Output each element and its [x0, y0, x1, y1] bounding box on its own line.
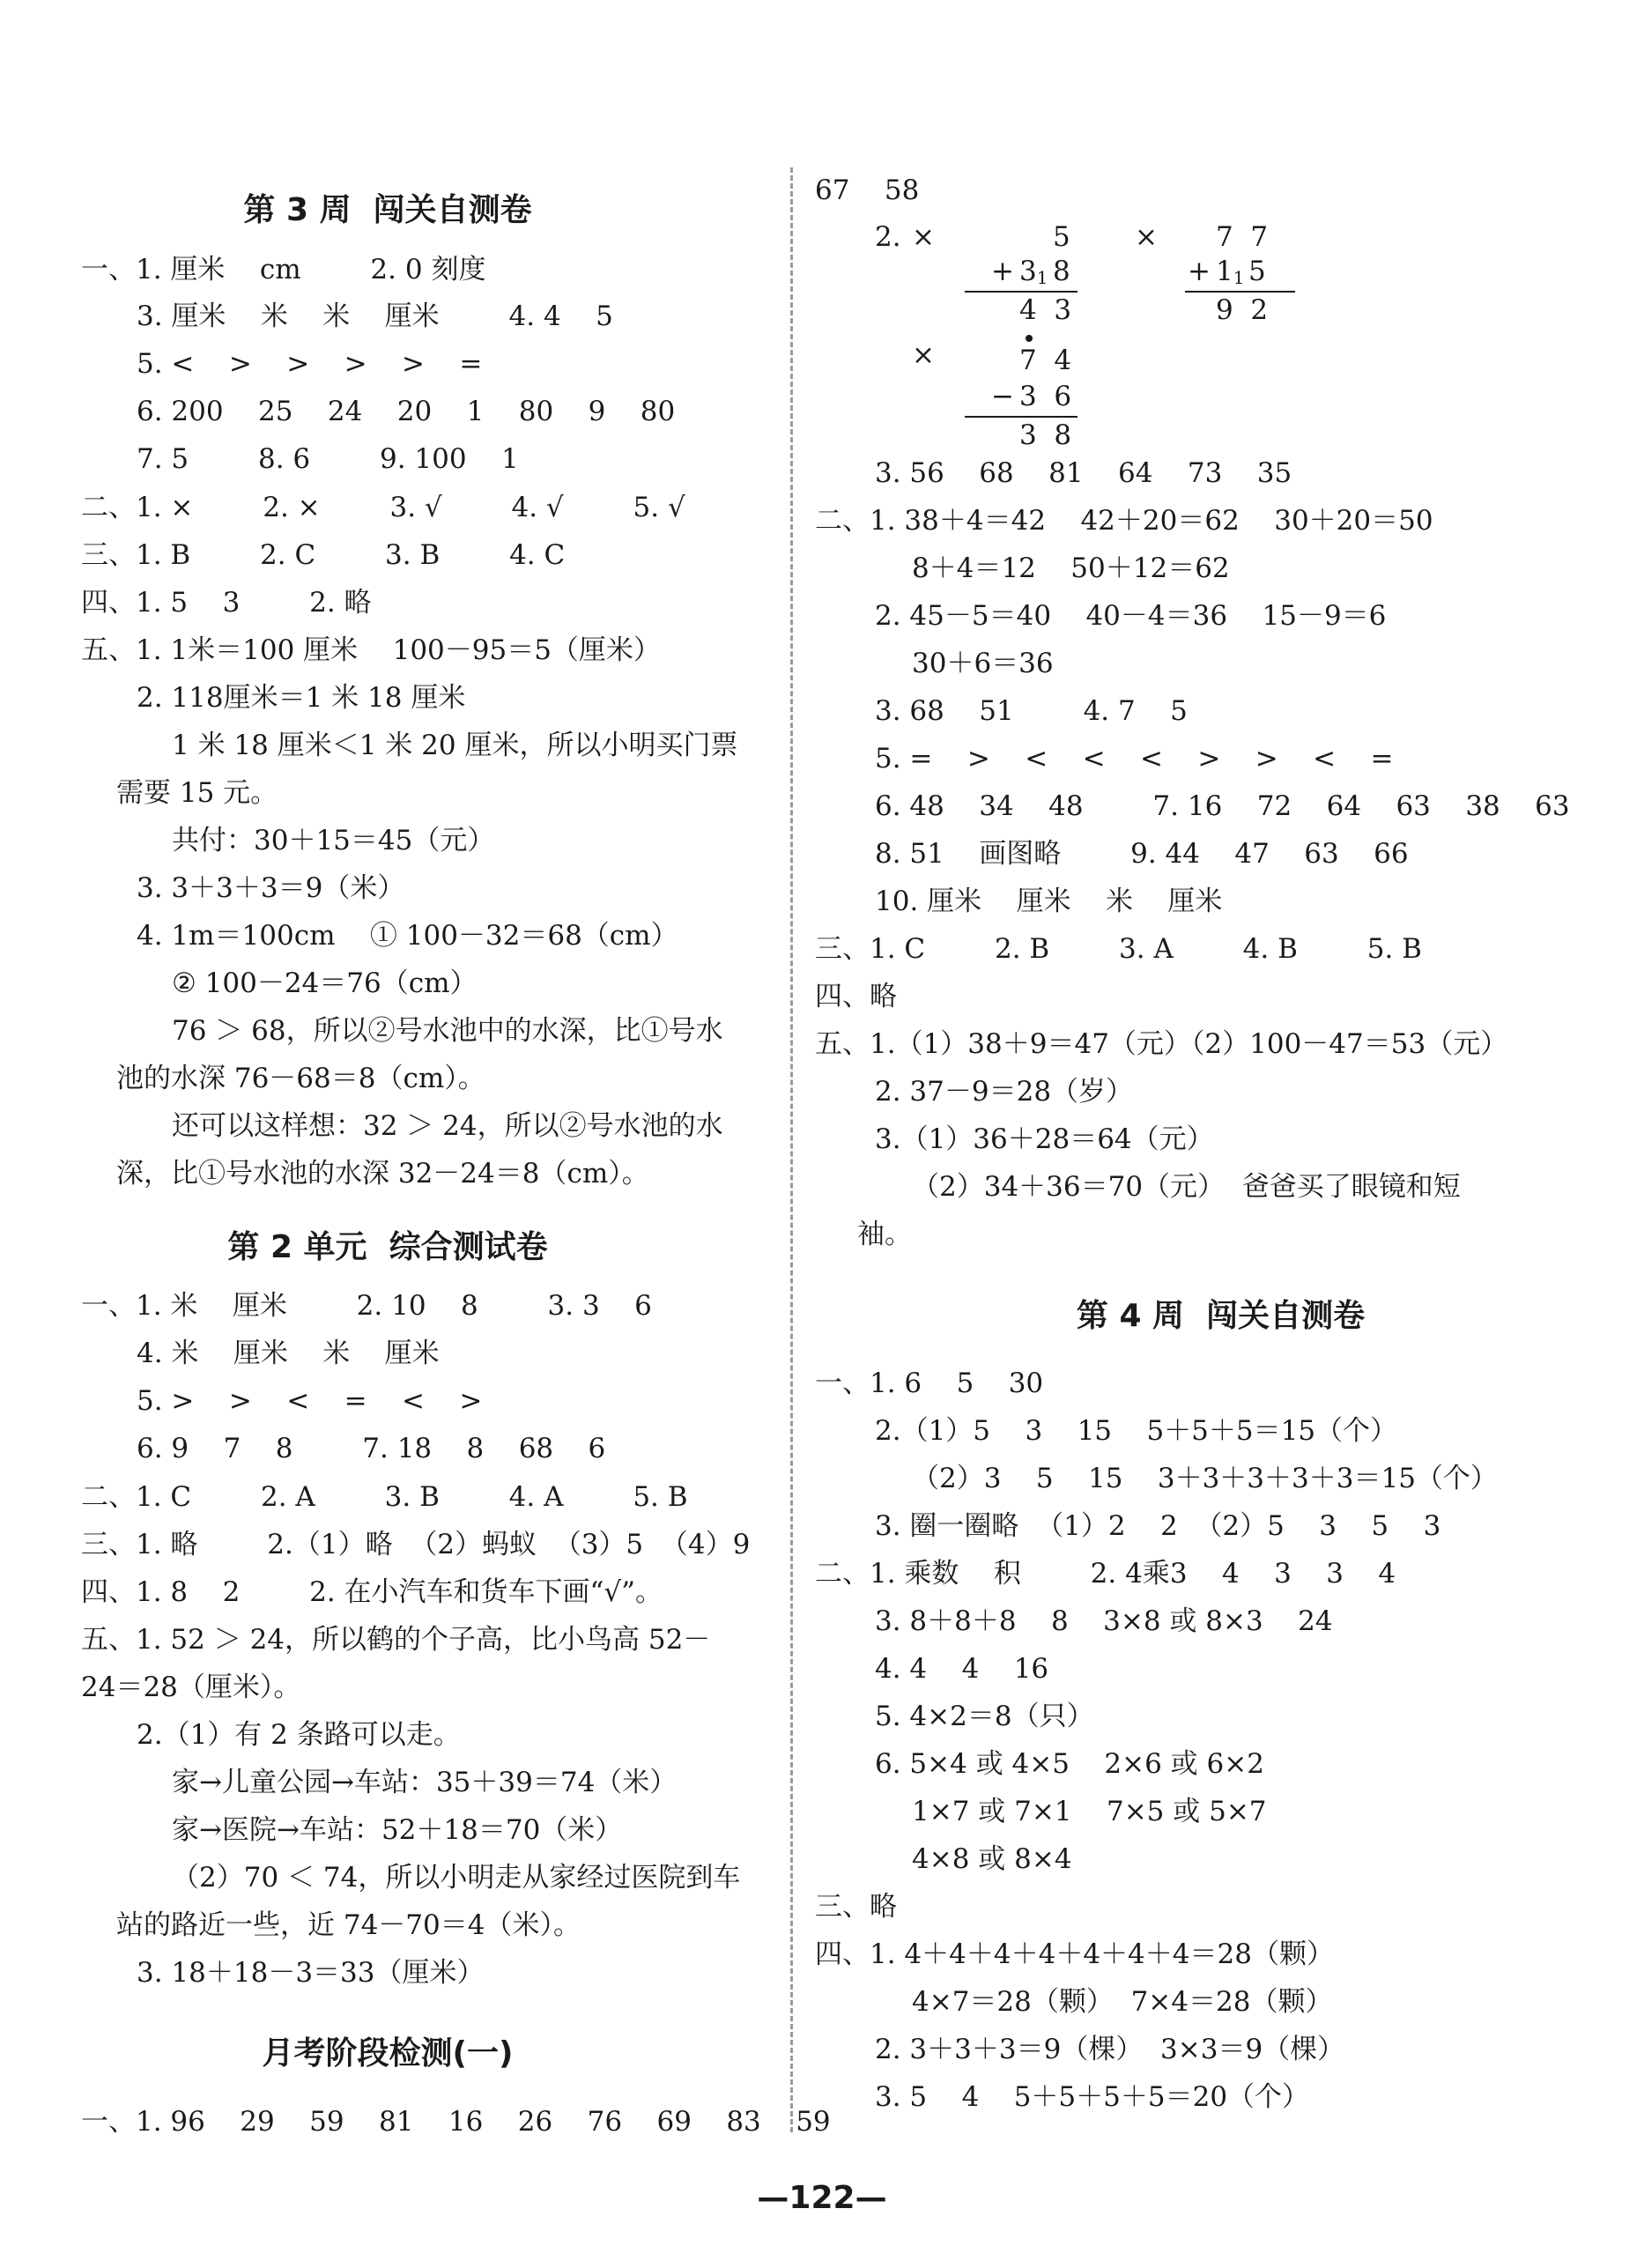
vertical-operator: +: [1188, 256, 1211, 287]
answer-line: 3. 18＋18－3＝33（厘米）: [137, 1957, 485, 1989]
vertical-digit: 5: [1248, 256, 1266, 287]
answer-line: 5. = > < < < > > < =: [875, 743, 1394, 775]
answer-line: 3. 56 68 81 64 73 35: [875, 457, 1292, 489]
answer-line: 四、1. 4＋4＋4＋4＋4＋4＋4＝28（颗）: [815, 1938, 1334, 1970]
wrong-mark: ×: [1135, 221, 1158, 253]
vertical-digit: 8: [1053, 256, 1070, 287]
answer-line: 6. 5×4 或 4×5 2×6 或 6×2: [875, 1748, 1264, 1780]
answer-line: 4×7＝28（颗） 7×4＝28（颗）: [912, 1986, 1333, 2018]
answer-line: 共付：30＋15＝45（元）: [172, 825, 495, 856]
page-number: —122—: [757, 2180, 887, 2216]
answer-line: 3. 圈一圈略 （1）2 2 （2）5 3 5 3: [875, 1510, 1441, 1542]
answer-line: 4. 4 4 16: [875, 1653, 1049, 1685]
answer-line: 5. < > > > > =: [137, 348, 483, 380]
answer-line: 深，比①号水池的水深 32－24＝8（cm）。: [116, 1158, 649, 1190]
answer-line: ② 100－24＝76（cm）: [172, 967, 478, 999]
answer-line: 还可以这样想：32 ＞ 24，所以②号水池的水: [172, 1110, 723, 1142]
answer-line: 2. 37－9＝28（岁）: [875, 1076, 1134, 1108]
answer-line: 3. 厘米 米 米 厘米 4. 4 5: [137, 300, 613, 332]
wrong-mark: ×: [912, 339, 935, 371]
answer-line: 袖。: [857, 1219, 912, 1250]
answer-line: 四、1. 8 2 2. 在小汽车和货车下画“√”。: [81, 1576, 663, 1608]
answer-line: 4. 1m＝100cm ① 100－32＝68（cm）: [137, 920, 678, 952]
answer-line: 2. 45－5＝40 40－4＝36 15－9＝6: [875, 600, 1387, 632]
answer-line: 67 58: [815, 174, 920, 206]
borrow-dot: [1026, 335, 1033, 342]
vertical-digit: 1: [1216, 256, 1233, 287]
answer-line: 2.（1）5 3 15 5＋5＋5＝15（个）: [875, 1415, 1398, 1447]
answer-line: 76 ＞ 68，所以②号水池中的水深，比①号水: [172, 1015, 723, 1047]
answer-line: 3.（1）36＋28＝64（元）: [875, 1123, 1214, 1155]
answer-line: 三、1. B 2. C 3. B 4. C: [81, 539, 566, 571]
answer-line: 五、1. 1米＝100 厘米 100－95＝5（厘米）: [81, 634, 661, 666]
vertical-operand-carry: [1216, 254, 1244, 295]
vertical-operand: 7 4: [1019, 345, 1072, 376]
answer-line: 8＋4＝12 50＋12＝62: [912, 552, 1230, 584]
section-title-monthly-test: 月考阶段检测(一): [262, 2035, 514, 2072]
answer-line: 1 米 18 厘米＜1 米 20 厘米，所以小明买门票: [172, 730, 738, 761]
answer-line: 3. 8＋8＋8 8 3×8 或 8×3 24: [875, 1605, 1333, 1637]
vertical-result: 4 3: [1019, 294, 1072, 326]
answer-line: 五、1.（1）38＋9＝47（元）（2）100－47＝53（元）: [815, 1028, 1508, 1060]
answer-line: 3. 5 4 5＋5＋5＋5＝20（个）: [875, 2081, 1310, 2113]
answer-line: 8. 51 画图略 9. 44 47 63 66: [875, 838, 1409, 870]
answer-line: 四、略: [815, 981, 897, 1012]
answer-line: 站的路近一些，近 74－70＝4（米）。: [116, 1909, 581, 1941]
section-title-week3: 第 3 周 闯关自测卷: [243, 192, 532, 228]
answer-line: 4×8 或 8×4: [912, 1843, 1072, 1875]
answer-line: 24＝28（厘米）。: [81, 1671, 301, 1703]
answer-line: 30＋6＝36: [912, 648, 1054, 679]
answer-line: 5. 4×2＝8（只）: [875, 1701, 1094, 1732]
answer-line: 二、1. C 2. A 3. B 4. A 5. B: [81, 1481, 688, 1513]
answer-line: （2）3 5 15 3＋3＋3＋3＋3＝15（个）: [912, 1463, 1498, 1494]
vertical-result: 3 8: [1019, 419, 1072, 451]
answer-line: 家→医院→车站：52＋18＝70（米）: [172, 1814, 623, 1846]
answer-line: 三、1. C 2. B 3. A 4. B 5. B: [815, 933, 1422, 965]
carry-mark: 1: [1036, 267, 1048, 288]
answer-line: 2. 3＋3＋3＝9（棵） 3×3＝9（棵）: [875, 2034, 1345, 2065]
answer-line: 10. 厘米 厘米 米 厘米: [875, 886, 1223, 917]
answer-line: 3. 68 51 4. 7 5: [875, 695, 1188, 727]
vertical-operand: 5: [1053, 221, 1070, 253]
answer-line: 池的水深 76－68＝8（cm）。: [116, 1063, 485, 1094]
question-number: 2.: [875, 221, 901, 253]
vertical-operand: 3 6: [1019, 381, 1072, 412]
answer-line: 一、1. 96 29 59 81 16 26 76 69 83 59: [81, 2106, 831, 2138]
answer-line: 一、1. 6 5 30: [815, 1367, 1044, 1399]
answer-line: 3. 3＋3＋3＝9（米）: [137, 872, 405, 904]
vertical-operator: +: [991, 256, 1014, 287]
vertical-operand: 7 7: [1216, 221, 1269, 253]
carry-mark: 1: [1233, 267, 1245, 288]
answer-line: （2）34＋36＝70（元） 爸爸买了眼镜和短: [912, 1171, 1461, 1203]
answer-line: 一、1. 米 厘米 2. 10 8 3. 3 6: [81, 1290, 652, 1322]
answer-line: 6. 48 34 48 7. 16 72 64 63 38 63: [875, 790, 1570, 822]
answer-line: 7. 5 8. 6 9. 100 1: [137, 443, 519, 475]
wrong-mark: ×: [912, 221, 935, 253]
answer-line: 6. 9 7 8 7. 18 8 68 6: [137, 1433, 606, 1464]
answer-line: 二、1. × 2. × 3. √ 4. √ 5. √: [81, 492, 685, 523]
answer-line: 1×7 或 7×1 7×5 或 5×7: [912, 1796, 1267, 1827]
answer-line: （2）70 ＜ 74，所以小明走从家经过医院到车: [172, 1862, 741, 1894]
vertical-result: 9 2: [1216, 294, 1269, 326]
vertical-operator: −: [991, 381, 1014, 412]
answer-line: 4. 米 厘米 米 厘米: [137, 1338, 440, 1369]
answer-line: 一、1. 厘米 cm 2. 0 刻度: [81, 254, 486, 285]
answer-line: 2.（1）有 2 条路可以走。: [137, 1719, 461, 1751]
answer-line: 5. > > < = < >: [137, 1385, 483, 1417]
section-title-unit2: 第 2 单元 综合测试卷: [227, 1229, 548, 1265]
answer-line: 二、1. 乘数 积 2. 4乘3 4 3 3 4: [815, 1558, 1396, 1590]
vertical-digit: 3: [1019, 256, 1037, 287]
section-title-week4: 第 4 周 闯关自测卷: [1076, 1298, 1366, 1334]
answer-line: 2. 118厘米＝1 米 18 厘米: [137, 682, 466, 714]
column-divider: [790, 167, 793, 2132]
answer-line: 二、1. 38＋4＝42 42＋20＝62 30＋20＝50: [815, 505, 1433, 537]
answer-line: 五、1. 52 ＞ 24，所以鹤的个子高，比小鸟高 52－: [81, 1624, 711, 1656]
vertical-operand-carry: [1019, 254, 1048, 295]
answer-line: 三、略: [815, 1891, 897, 1923]
answer-line: 四、1. 5 3 2. 略: [81, 587, 372, 619]
answer-line: 家→儿童公园→车站：35＋39＝74（米）: [172, 1767, 678, 1798]
answer-line: 需要 15 元。: [116, 777, 278, 809]
answer-line: 三、1. 略 2.（1）略 （2）蚂蚁 （3）5 （4）9: [81, 1529, 751, 1560]
answer-line: 6. 200 25 24 20 1 80 9 80: [137, 396, 676, 427]
